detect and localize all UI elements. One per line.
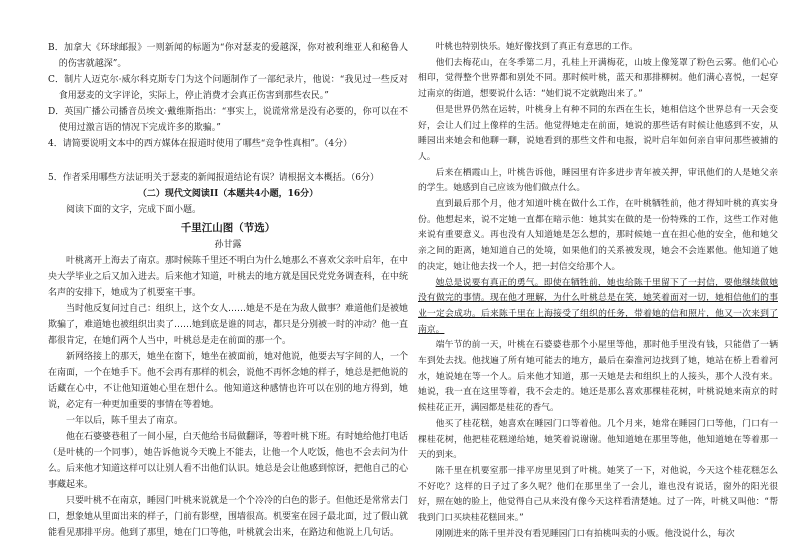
- article-paragraph: 他在石婆婆巷租了一间小屋，白天他给书局做翻译，等着叶桃下班。有时她给他打电话（是叶桃的一个同事），她告诉他说今天晚上不能去，让他一个人吃饭，他也不会去问为什么。后来他才知道这样可以让别人看不出他们认识。她总是会让他感到惊讶，把他自己的心事藏起来。: [48, 432, 409, 491]
- article-paragraph: 但是世界仍然在运转，叶桃身上有种不同的东西在生长，她相信这个世界总有一天会变好，会让人们过上像样的生活。他觉得她走在前面，她说的那些话有时候让他感到不安，从睡园出来她会和他聊一聊，说她看到的那些文件和电报，说叶启年如何亲自审问那些被捕的人。: [418, 104, 778, 162]
- instruction: 阅读下面的文字，完成下面小题。: [66, 205, 202, 216]
- question-4: 4．请简要说明文本中的西方媒体在报道时使用了哪些“竞争性真相”。（4分）: [48, 139, 353, 150]
- article-paragraph: 一年以后，陈千里去了南京。: [66, 416, 184, 427]
- article-paragraph: 刚刚进来的陈千里并没有看见睡园门口有拍桃叫卖的小贩。他没说什么，每次: [435, 528, 735, 539]
- article-paragraph: 她总是说要有真正的勇气。即使在牺牲前，她也给陈千里留下了一封信，要他继续做她没有做完的事情。现在他才理解，为什么叶桃总是在笑，她笑着面对一切，她相信他们的事业一定会成功。后来陈千里在上海接受了组织的任务，带着她的信和照片，他又一次来到了南京。: [418, 277, 778, 335]
- article-paragraph: 他们去梅花山，在冬季第二月，孔桂上开满梅花，山坡上像笼罩了粉色云雾。他们心心相印，觉得整个世界都和别处不同。那时候叶桃，蓝天和那排柳树。他们满心喜悦，一起穿过南京的街道，想要说什么话：“她们说不定就跑出来了。”: [418, 57, 778, 100]
- article-paragraph: 叶桃也特别快乐。她好像找到了真正有意思的工作。: [435, 42, 638, 52]
- q3-option-d: D．英国广播公司播音员埃文·戴维斯指出：“事实上，说谎常常是没有必要的，你可以在不使用过激言语的情况下完成许多的欺骗。”: [48, 107, 408, 134]
- article-paragraph: 新网络接上的那天，她坐在窗下，她坐在被面前，她对他说，他要去写字间的人，一个在南面，一个在她手下。他不会再有那样的机会，说他不再怀念她的样子，她总是把他说的话藏在心中，不让他知道她心里在想什么。他知道这种感情也许可以在别的地方得到，她说，必定有一种更加重要的事情在等着她。: [48, 351, 409, 410]
- question-5: 5．作者采用哪些方法证明关于瑟麦的新闻报道结论有误？请根据文本概括。（6分）: [48, 173, 379, 184]
- author: 孙甘露: [214, 239, 242, 250]
- q3-option-c: C．制片人迈克尔·威尔科克斯专门为这个问题制作了一部纪录片，他说：“我见过一些反对食用瑟麦的文字评论，实际上，停止消费才会真正伤害到那些农民。”: [48, 75, 408, 102]
- article-paragraph: 叶桃离开上海去了南京。那时候陈千里还不明白为什么她那么不喜欢父亲叶启年，在中央大学毕业之后又加入进去。后来他才知道，叶桃去的地方就是国民党党务调查科，在中统名声的安排下，她成为了机要室干事。: [48, 255, 409, 298]
- article-paragraph: 端午节的前一天，叶桃在石婆婆巷那个小屋里等他，那时他手里没有钱，只能借了一辆车到处去找。他找遍了所有她可能去的地方，最后在秦淮河边找到了她，她站在桥上看着河水，她说她在等一个人。后来他才知道，那一天她是去和组织上的人接头，那个人没有来。她说，我一直在这里等着，我不会走的。她还是那么喜欢那棵桂花树，叶桃说她来南京的时候桂花正开，满园都是桂花的香气。: [418, 340, 778, 414]
- section-heading: （二）现代文阅读II（本题共4小题，16分）: [137, 189, 319, 200]
- article-paragraph: 当时他反复问过自己：组织上，这个女人……她是不是在为敌人做事？难道他们是被她欺骗了，难道她也被组织出卖了……她到底是谁的同志，都只是分别被一时的冲动？他一直都很肯定，在她们两个人当中，叶桃总是走在前面的那一个。: [48, 303, 409, 346]
- article-paragraph: 只要叶桃不在南京，睡园门叶桃来说就是一个个冷冷的白色的影子。但他还是常常去门口，想象她从里面出来的样子，门前有影壁，围墙很高。机要室在园子最北面，过了假山就能看见那排平房。他到了那里，她在门口等他，叶桃就会出来，在路边和他说上几句话。: [48, 496, 409, 539]
- article-paragraph: 后来在栖霞山上，叶桃告诉他，睡园里有许多进步青年被关押，审讯他们的人是她父亲的学生。她感到自己应该为他们做点什么。: [418, 167, 778, 194]
- article-paragraph: 陈千里在机要室那一排平房里见到了叶桃。她笑了一下，对他说，今天这个桂花糕怎么不好吃？这样的日子过了多久呢？他们在那里坐了一会儿，谁也没有说话，窗外的阳光很好，照在她的脸上，他觉得自己从来没有像今天这样看清楚她。过了一阵，叶桃又叫他：“帮我到门口买块桂花糕回来。”: [418, 465, 778, 524]
- article-title: 千里江山图（节选）: [180, 222, 276, 235]
- left-column: [48, 40, 408, 541]
- answer-space: [48, 152, 408, 170]
- article-paragraph: 直到最后那个月，他才知道叶桃在做什么工作，在叶桃牺牲前，他才得知叶桃的真实身份。他想起来，说不定她一直都在暗示他：她其实在做的是一份特殊的工作，这些工作对他来说有重要意义。再也没有人知道她是怎么想的，那时候她一直在担心他的安全，他和她父亲之间的距离，她知道自己的处境，如果他们的关系被发现，她会不会连累他。他知道了她的决定，她让他去找一个人，把一封信交给那个人。: [418, 199, 778, 272]
- article-paragraph: 他买了桂花糕，她喜欢在睡园门口等着他。几个月来，她常在睡园门口等他，门口有一棵桂花树，他把桂花糕递给她，她笑着说谢谢。他知道她在那里等他，他知道她在等着那一天的到来。: [418, 418, 778, 461]
- q3-option-b: B．加拿大《环球邮报》一则新闻的标题为“你对瑟麦的爱越深，你对被利维亚人和秘鲁人的伤害就越深”。: [48, 43, 408, 70]
- right-column: [418, 40, 778, 543]
